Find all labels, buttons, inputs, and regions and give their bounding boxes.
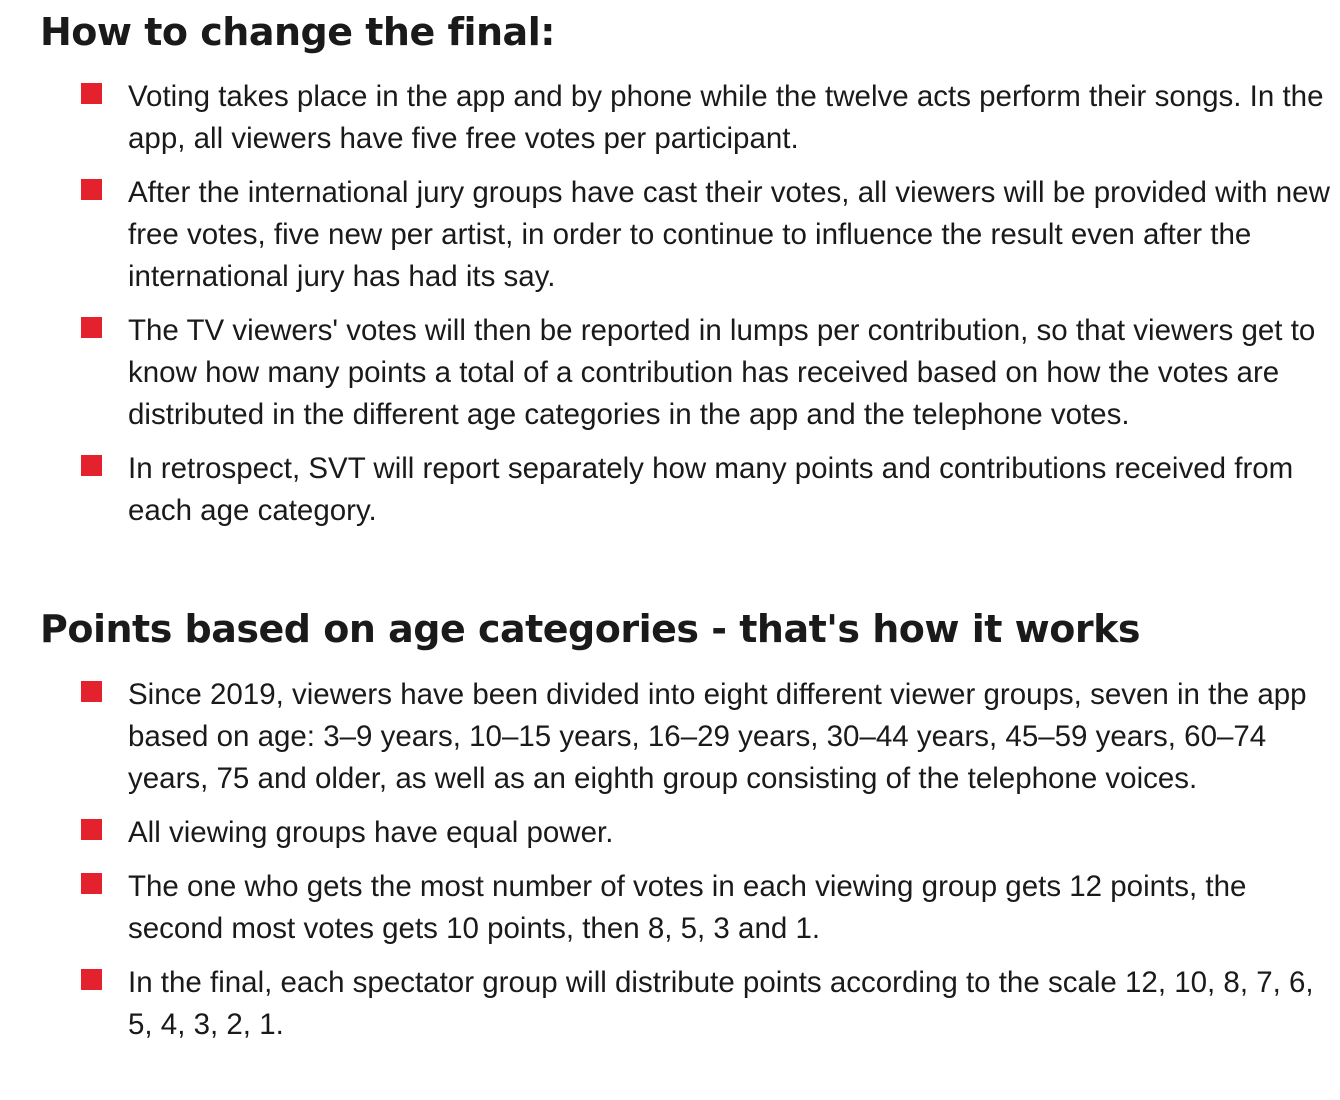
bullet-list-age-categories bbox=[0, 674, 1340, 1058]
red-square-bullet-icon bbox=[81, 317, 102, 338]
list-item bbox=[0, 172, 1340, 298]
list-item bbox=[0, 76, 1340, 160]
list-item-text: After the international jury groups have cast their votes, all viewers will be provided with new free votes, five new per artist, in order to continue to influence the result even after the international jury has had its say. bbox=[128, 176, 1330, 293]
red-square-bullet-icon bbox=[81, 455, 102, 476]
list-item bbox=[0, 812, 1340, 854]
section-heading-how-to-change-final: How to change the final: bbox=[40, 10, 555, 54]
list-item-text: The TV viewers' votes will then be reported in lumps per contribution, so that viewers get to know how many points a total of a contribution has received based on how the votes are distributed in the different age categories in the app and the telephone votes. bbox=[128, 314, 1316, 431]
list-item bbox=[0, 962, 1340, 1046]
list-item-text: All viewing groups have equal power. bbox=[128, 816, 614, 849]
red-square-bullet-icon bbox=[81, 819, 102, 840]
list-item-text: Voting takes place in the app and by phone while the twelve acts perform their songs. In the app, all viewers have five free votes per participant. bbox=[128, 80, 1324, 155]
section-heading-age-categories: Points based on age categories - that's how it works bbox=[40, 607, 1141, 651]
list-item bbox=[0, 448, 1340, 532]
list-item-text: The one who gets the most number of votes in each viewing group gets 12 points, the second most votes gets 10 points, then 8, 5, 3 and 1. bbox=[128, 870, 1247, 945]
list-item-text: Since 2019, viewers have been divided into eight different viewer groups, seven in the app based on age: 3–9 years, 10–15 years, 16–29 years, 30–44 years, 45–59 years, 60–74 years, 75 and older, as well as an eighth group consisting of the telephone voices. bbox=[128, 678, 1307, 795]
list-item bbox=[0, 674, 1340, 800]
list-item-text: In the final, each spectator group will distribute points according to the scale 12, 10, 8, 7, 6, 5, 4, 3, 2, 1. bbox=[128, 966, 1314, 1041]
red-square-bullet-icon bbox=[81, 873, 102, 894]
red-square-bullet-icon bbox=[81, 83, 102, 104]
list-item bbox=[0, 866, 1340, 950]
red-square-bullet-icon bbox=[81, 179, 102, 200]
red-square-bullet-icon bbox=[81, 969, 102, 990]
list-item bbox=[0, 310, 1340, 436]
list-item-text: In retrospect, SVT will report separately how many points and contributions received from each age category. bbox=[128, 452, 1294, 527]
red-square-bullet-icon bbox=[81, 681, 102, 702]
bullet-list-final-changes bbox=[0, 76, 1340, 544]
